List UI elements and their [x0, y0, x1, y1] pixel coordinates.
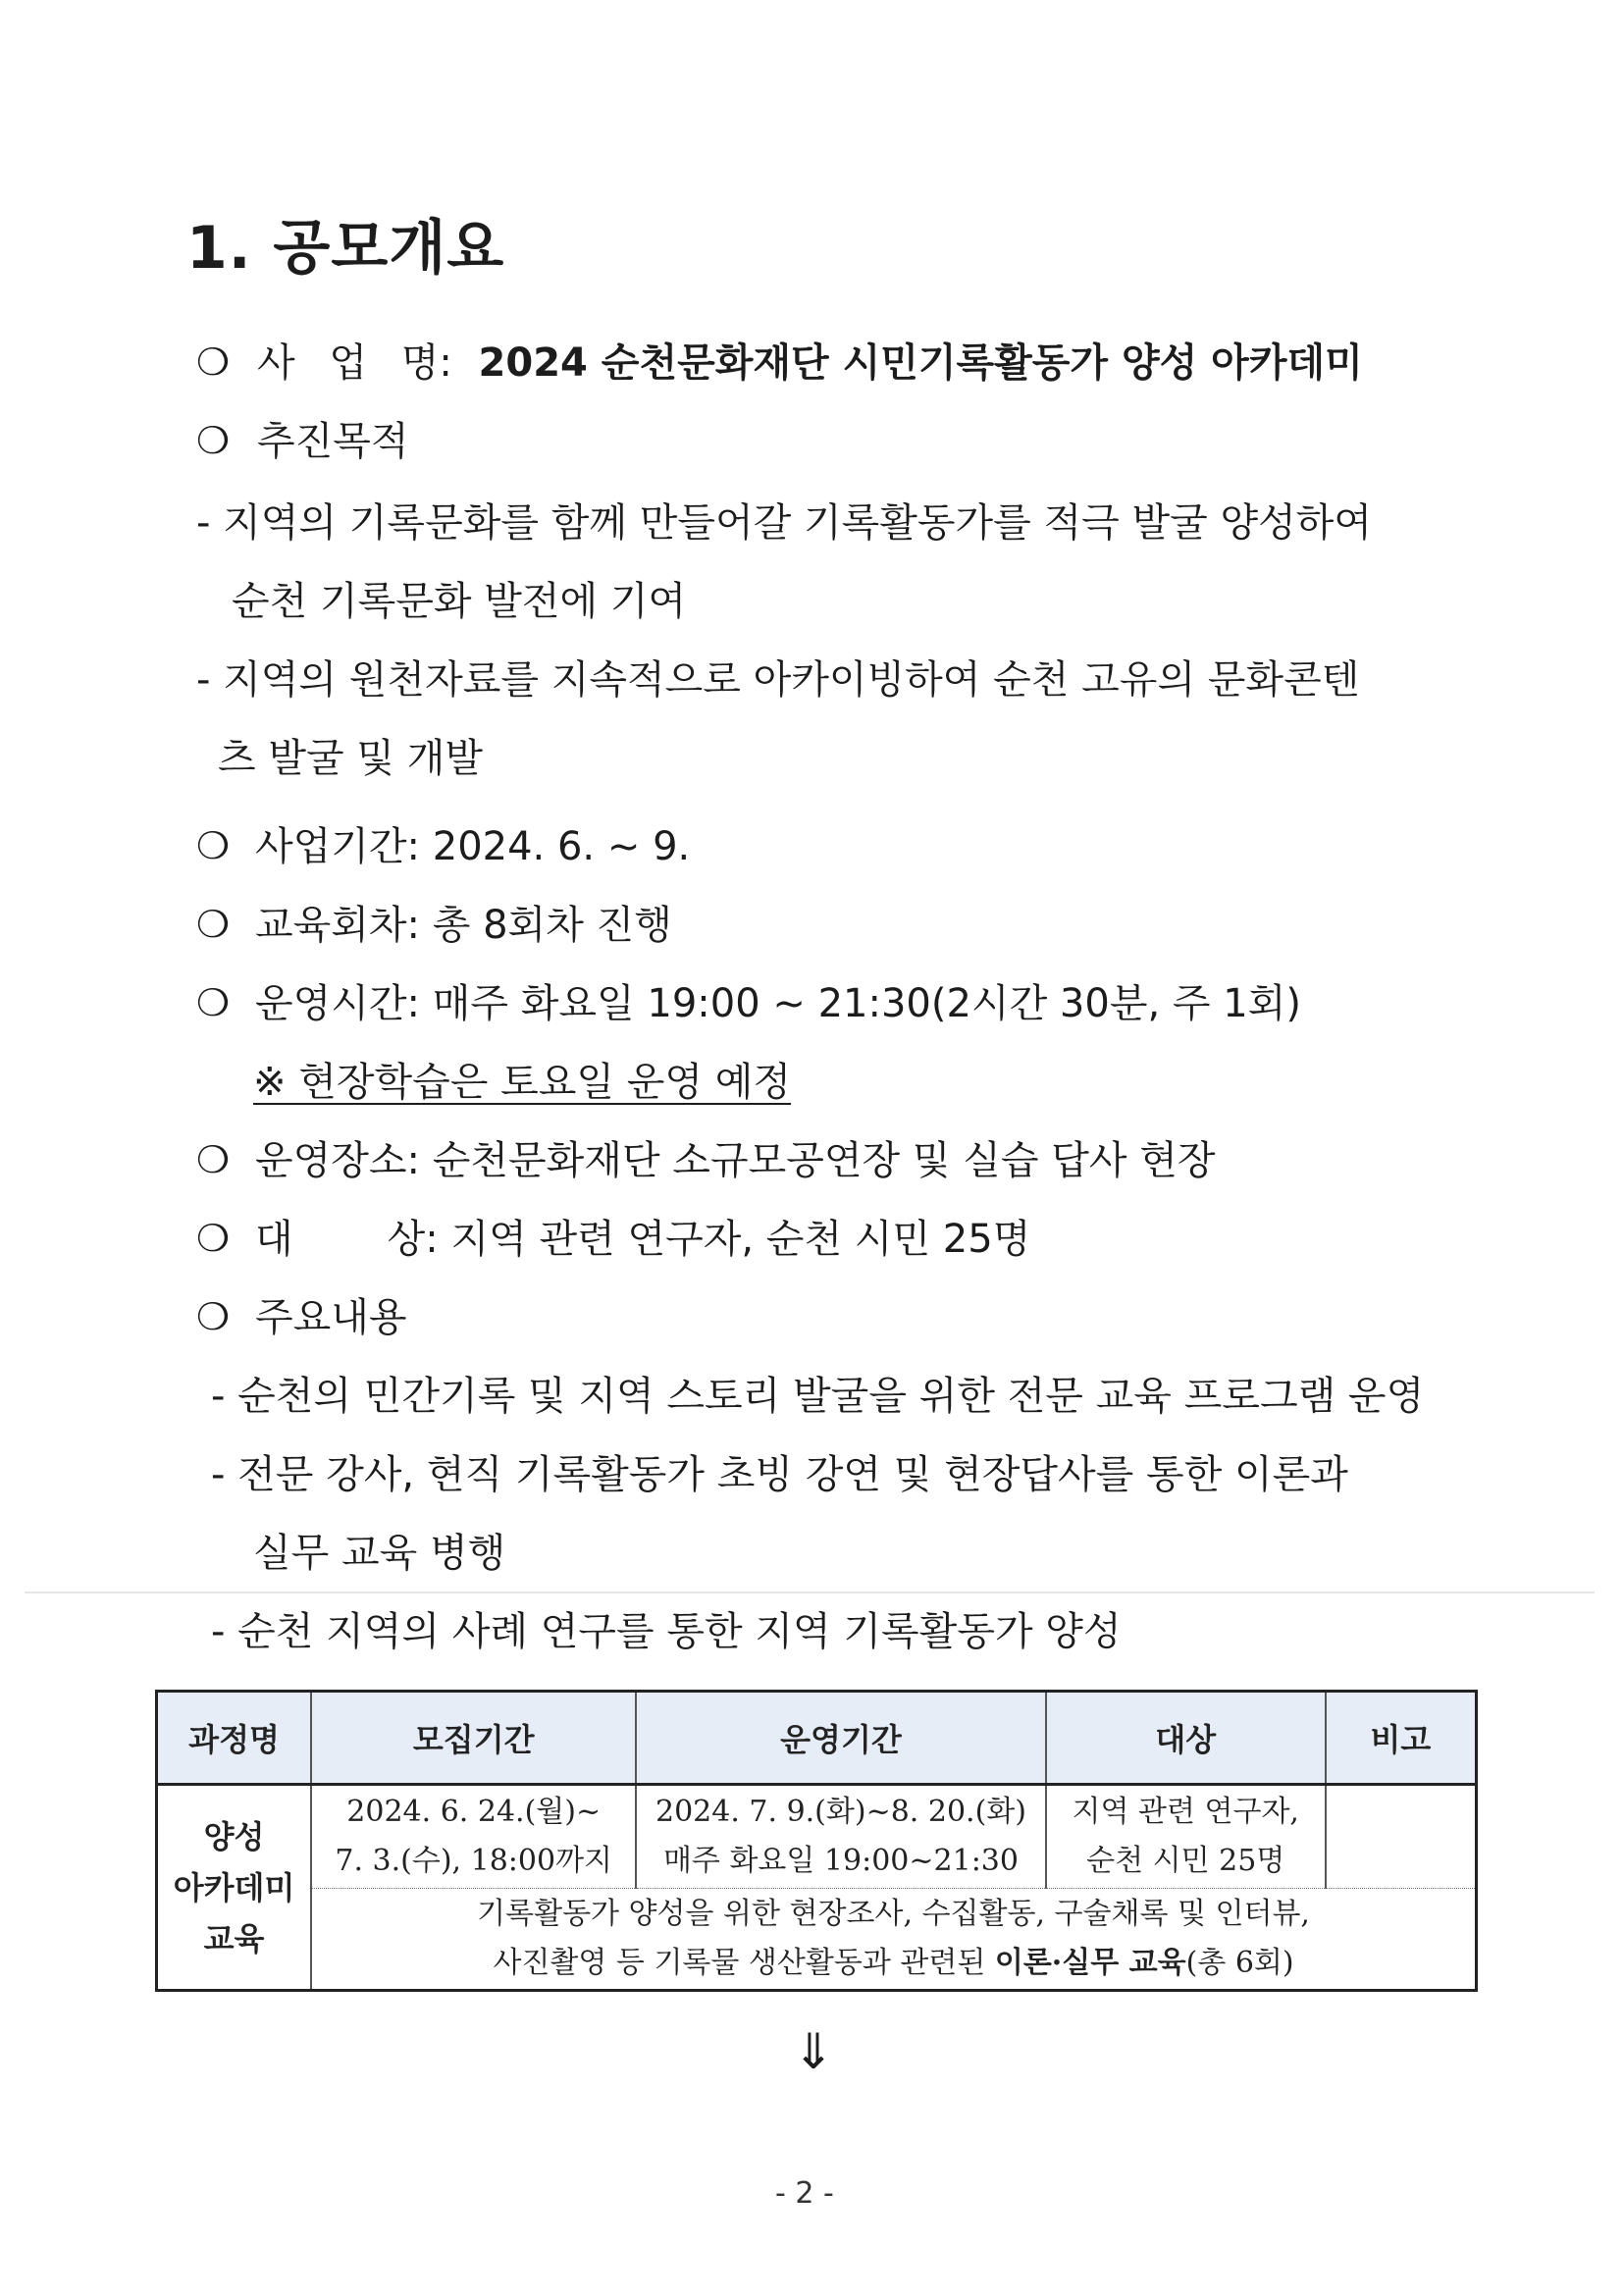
table-row	[157, 1889, 1477, 1991]
venue: 운영장소: 순천문화재단 소규모공연장 및 실습 답사 현장	[255, 1138, 1216, 1183]
project-name-label: 사 업 명:	[257, 340, 452, 386]
header-target: 대상	[1046, 1692, 1326, 1785]
bullet-icon: ❍	[196, 340, 231, 384]
down-arrow-icon: ⇓	[793, 2023, 834, 2080]
purpose-item-2-cont: 츠 발굴 및 개발	[218, 736, 483, 781]
scan-artifact-line	[25, 1592, 1595, 1593]
purpose-item-2: - 지역의 원천자료를 지속적으로 아카이빙하여 순천 고유의 문화콘텐	[196, 657, 1360, 703]
description-cell	[311, 1889, 1476, 1991]
bullet-icon: ❍	[196, 903, 231, 946]
target-line: 지역 관련 연구자,	[1072, 1795, 1299, 1829]
recruit-period-line: 7. 3.(수), 18:00까지	[335, 1844, 613, 1878]
page-number: - 2 -	[775, 2176, 834, 2211]
section-title: 1. 공모개요	[186, 214, 505, 283]
description-emphasis: 이론·실무 교육	[994, 1946, 1186, 1980]
bullet-icon: ❍	[196, 419, 231, 462]
recruit-period-cell	[311, 1785, 636, 1889]
operating-hours: 운영시간: 매주 화요일 19:00 ~ 21:30(2시간 30분, 주 1회)	[255, 981, 1301, 1026]
target-row	[255, 1212, 1030, 1267]
bullet-icon: ❍	[196, 1217, 231, 1260]
purpose-label: 추진목적	[257, 419, 409, 464]
bullet-icon: ❍	[196, 824, 231, 867]
operate-period-cell	[636, 1785, 1045, 1889]
schedule-table	[155, 1690, 1478, 1992]
education-sessions: 교육회차: 총 8회차 진행	[255, 903, 672, 948]
bullet-icon: ❍	[196, 981, 231, 1024]
description-text: (총 6회)	[1185, 1946, 1294, 1980]
description-line-1: 기록활동가 양성을 위한 현장조사, 수집활동, 구술채록 및 인터뷰,	[477, 1897, 1310, 1931]
header-course: 과정명	[157, 1692, 312, 1785]
content-item-3: - 순천 지역의 사례 연구를 통한 지역 기록활동가 양성	[211, 1609, 1122, 1654]
course-name-line: 교육	[203, 1919, 265, 1957]
field-trip-note: ※ 현장학습은 토요일 운영 예정	[253, 1060, 792, 1105]
project-name-row	[257, 336, 1363, 391]
content-item-2-cont: 실무 교육 병행	[253, 1531, 506, 1576]
content-item-2: - 전문 강사, 현직 기록활동가 초빙 강연 및 현장답사를 통한 이론과	[211, 1452, 1348, 1497]
description-text: 사진촬영 등 기록물 생산활동과 관련된	[493, 1946, 995, 1980]
remark-cell	[1326, 1785, 1477, 1889]
description-line-2	[313, 1939, 1474, 1988]
purpose-item-1-cont: 순천 기록문화 발전에 기여	[232, 579, 687, 624]
course-name-line: 양성	[203, 1817, 265, 1855]
target-cell	[1046, 1785, 1326, 1889]
recruit-period-line: 2024. 6. 24.(월)~	[346, 1795, 602, 1829]
operate-period-line: 2024. 7. 9.(화)~8. 20.(화)	[654, 1795, 1026, 1829]
business-period: 사업기간: 2024. 6. ~ 9.	[255, 824, 691, 869]
table-row	[157, 1785, 1477, 1889]
bullet-icon: ❍	[196, 1295, 231, 1338]
main-content-label: 주요내용	[255, 1295, 407, 1340]
header-recruit-period: 모집기간	[311, 1692, 636, 1785]
header-remark: 비고	[1326, 1692, 1477, 1785]
table-header-row	[157, 1692, 1477, 1785]
course-name-line: 아카데미	[173, 1868, 295, 1906]
project-name-value: 2024 순천문화재단 시민기록활동가 양성 아카데미	[478, 340, 1363, 386]
header-operate-period: 운영기간	[636, 1692, 1045, 1785]
content-item-1: - 순천의 민간기록 및 지역 스토리 발굴을 위한 전문 교육 프로그램 운영	[211, 1374, 1425, 1419]
purpose-item-1: - 지역의 기록문화를 함께 만들어갈 기록활동가를 적극 발굴 양성하여	[196, 500, 1373, 546]
bullet-icon: ❍	[196, 1138, 231, 1181]
target-label: 대	[255, 1217, 293, 1262]
operate-period-line: 매주 화요일 19:00~21:30	[662, 1844, 1019, 1878]
target-value: 상: 지역 관련 연구자, 순천 시민 25명	[387, 1217, 1031, 1262]
course-name-cell	[157, 1785, 312, 1991]
target-line: 순천 시민 25명	[1086, 1844, 1285, 1878]
